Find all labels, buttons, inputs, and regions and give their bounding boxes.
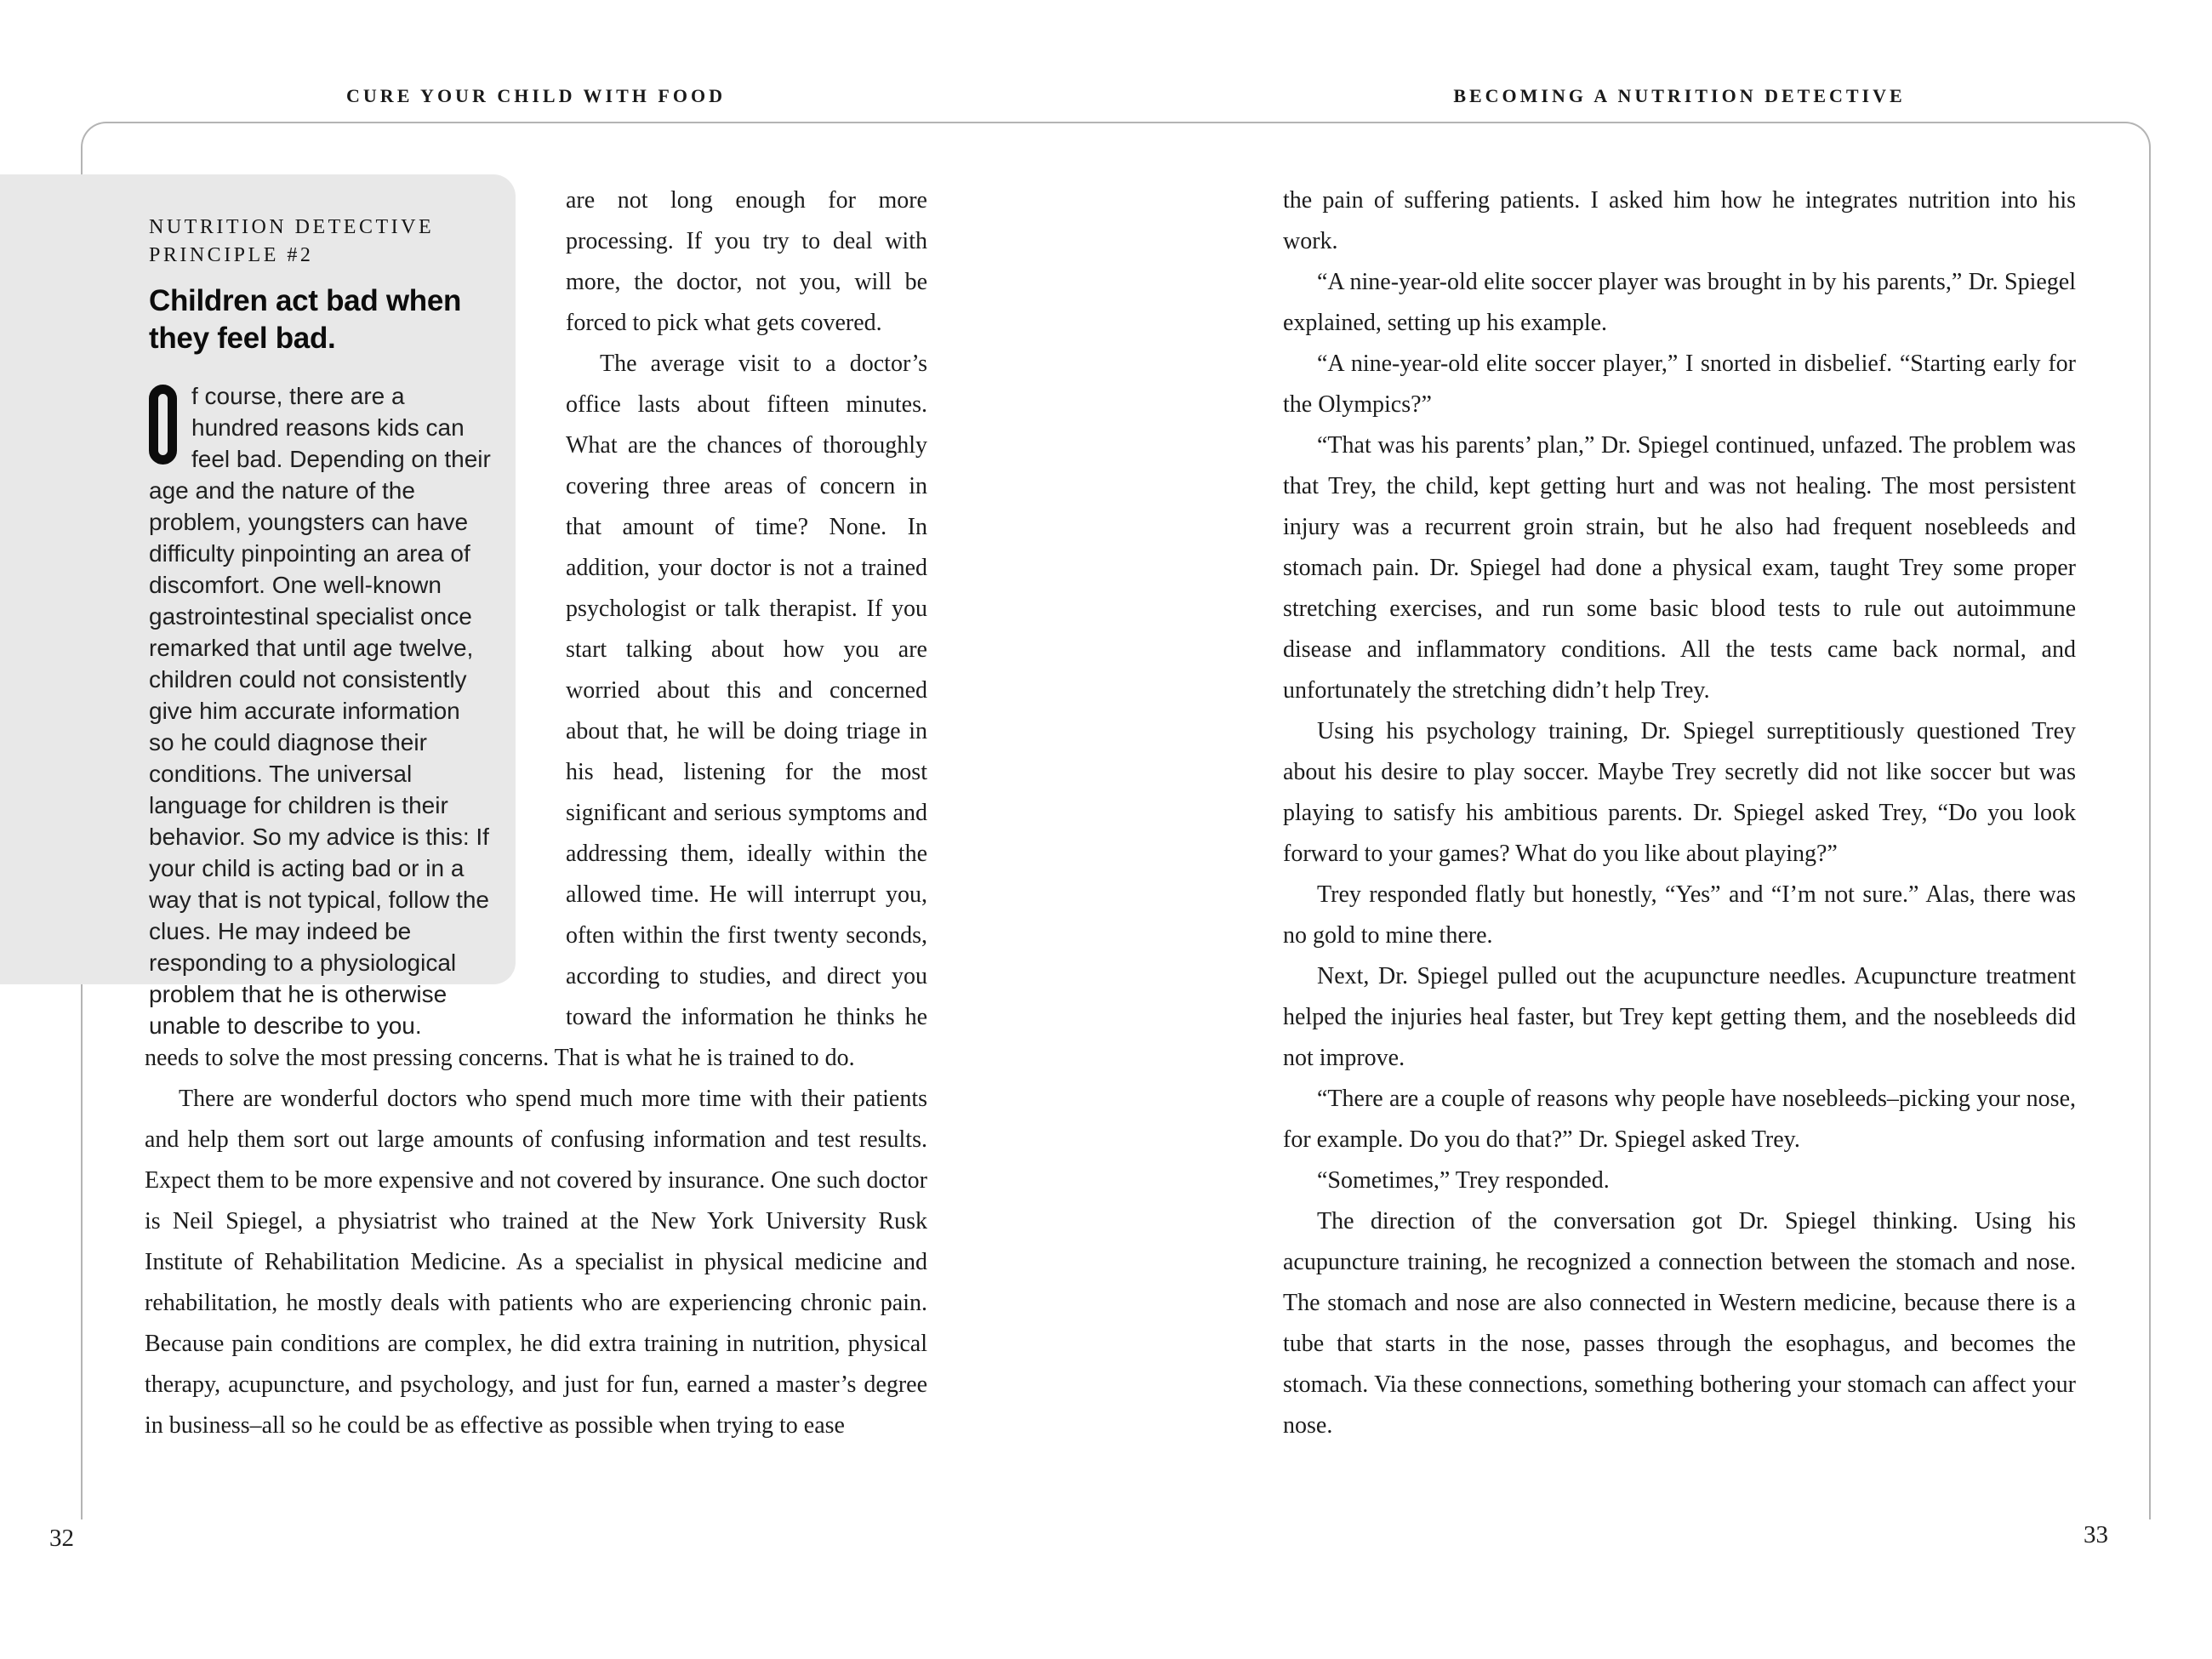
left-page-text-column — [145, 180, 927, 1446]
right-page-paragraph: the pain of suffering patients. I asked him how he integrates nutrition into his work. — [1283, 187, 2076, 254]
right-page-paragraph: Trey responded flatly but honestly, “Yes” and “I’m not sure.” Alas, there was no gold to mine there. — [1283, 881, 2076, 949]
right-page-paragraph: “Sometimes,” Trey responded. — [1317, 1167, 1610, 1194]
sidebar-wrap-spacer — [145, 180, 566, 1018]
principle-body-text: f course, there are a hundred reasons kids can feel bad. Depending on their age and the nature of the problem, youngsters can have difficulty pinpointing an area of discomfort. One well-known gastrointestinal specialist once remarked that until age twelve, children could not consistently give him accurate information so he could diagnose their conditions. The universal language for children is their behavior. So my advice is this: If your child is acting bad or in a way that is not typical, follow the clues. He may indeed be responding to a physiological problem that he is otherwise unable to describe to you. — [149, 383, 491, 1039]
page-number-right: 33 — [2084, 1521, 2108, 1548]
running-head-right: BECOMING A NUTRITION DETECTIVE — [1453, 85, 1906, 106]
right-page-paragraph: “A nine-year-old elite soccer player,” I snorted in disbelief. “Starting early for the Olympics?” — [1283, 351, 2076, 418]
principle-eyebrow: NUTRITION DETECTIVE PRINCIPLE #2 — [149, 216, 435, 266]
left-page-paragraph: The average visit to a doctor’s office lasts about fifteen minutes. What are the chances of thoroughly covering three areas of concern in that amount of time? None. In addition, your doctor is not a trained psychologist or talk therapist. If you start talking about how you are worried about this and concerned about that, he will be doing triage in his head, listening for the most significant and serious symptoms and addressing them, ideally within the allowed time. He will interrupt you, often within the first twenty seconds, according to studies, and direct you toward the information he thinks he needs to solve the most pressing concerns. That is what he is trained to do. — [145, 351, 927, 1071]
right-page-paragraph: Next, Dr. Spiegel pulled out the acupuncture needles. Acupuncture treatment helped the injuries heal faster, but Trey kept getting them, and the nosebleeds did not improve. — [1283, 963, 2076, 1071]
right-page-paragraph: The direction of the conversation got Dr. Spiegel thinking. Using his acupuncture training, he recognized a connection between the stomach and nose. The stomach and nose are also connected in Western medicine, because there is a tube that starts in the nose, passes through the esophagus, and becomes the stomach. Via these connections, something bothering your stomach can affect your nose. — [1283, 1208, 2076, 1439]
right-page-paragraph: Using his psychology training, Dr. Spiegel surreptitiously questioned Trey about his desire to play soccer. Maybe Trey secretly did not like soccer but was playing to satisfy his ambitious parents. Dr. Spiegel asked Trey, “Do you look forward to your games? What do you like about playing?” — [1283, 718, 2076, 867]
right-page-paragraph: “That was his parents’ plan,” Dr. Spiegel continued, unfazed. The problem was that Trey, the child, kept getting hurt and was not healing. The most persistent injury was a recurrent groin strain, but he also had frequent nosebleeds and stomach pain. Dr. Spiegel had done a physical exam, taught Trey some proper stretching exercises, and run some basic blood tests to rule out autoimmune disease and inflammatory conditions. All the tests came back normal, and unfortunately the stretching didn’t help Trey. — [1283, 432, 2076, 704]
left-page-paragraph: There are wonderful doctors who spend much more time with their patients and help them sort out large amounts of confusing information and test results. Expect them to be more expensive and not covered by insurance. One such doctor is Neil Spiegel, a physiatrist who trained at the New York University Rusk Institute of Rehabilitation Medicine. As a specialist in physical medicine and rehabilitation, he mostly deals with patients who are experiencing chronic pain. Because pain conditions are complex, he did extra training in nutrition, physical therapy, acupuncture, and psychology, and just for fun, earned a master’s degree in business–all so he could be as effective as possible when trying to ease — [145, 1086, 927, 1439]
running-head-left: CURE YOUR CHILD WITH FOOD — [346, 85, 726, 106]
right-page-text-column — [1283, 180, 2076, 1446]
principle-title: Children act bad when they feel bad. — [149, 284, 462, 355]
right-page-paragraph: “There are a couple of reasons why people have nosebleeds–picking your nose, for example. Do you do that?” Dr. Spiegel asked Trey. — [1283, 1086, 2076, 1153]
left-page-paragraph: are not long enough for more processing. If you try to deal with more, the doctor, not you, will be forced to pick what gets covered. — [566, 187, 927, 336]
page-number-left: 32 — [49, 1525, 74, 1552]
right-page-paragraph: “A nine-year-old elite soccer player was brought in by his parents,” Dr. Spiegel explained, setting up his example. — [1283, 269, 2076, 336]
